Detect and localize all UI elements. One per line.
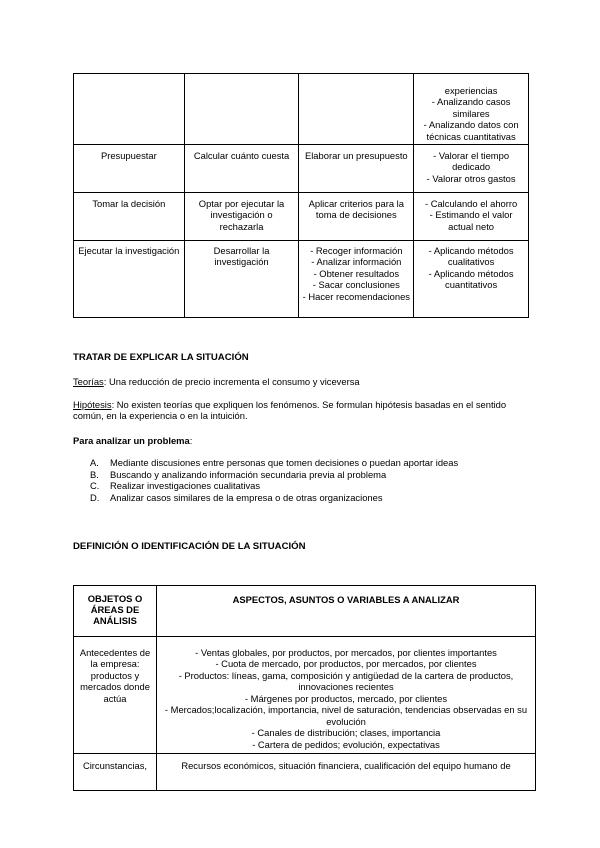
hipotesis-paragraph bbox=[73, 399, 529, 422]
analysis-areas-table bbox=[73, 585, 536, 791]
table-cell bbox=[74, 74, 185, 145]
table-row bbox=[74, 193, 529, 241]
cell-line: - Aplicando métodos cuantitativos bbox=[428, 267, 514, 291]
list-marker: C. bbox=[90, 480, 100, 491]
list-item bbox=[73, 492, 529, 504]
cell-line: - Aplicando métodos cualitativos bbox=[428, 245, 514, 268]
table-row bbox=[74, 145, 529, 193]
cell-line: experiencias bbox=[444, 84, 498, 96]
table-header-row bbox=[74, 586, 536, 637]
cell-line: - Productos: líneas, gama, composición y antigüedad de la cartera de productos, innovaciones recientes bbox=[178, 669, 514, 693]
list-text: Analizar casos similares de la empresa o de otras organizaciones bbox=[110, 491, 383, 503]
cell-line: - Ventas globales, por productos, por mercados, por clientes importantes bbox=[195, 647, 497, 658]
table-row bbox=[74, 754, 536, 791]
table-cell bbox=[414, 193, 529, 241]
cell-line: - Márgenes por productos, mercado, por clientes bbox=[244, 692, 448, 704]
section-heading: DEFINICIÓN O IDENTIFICACIÓN DE LA SITUACIÓN bbox=[73, 541, 306, 552]
hipotesis-label: Hipótesis bbox=[73, 399, 112, 410]
list-marker: A. bbox=[90, 457, 99, 468]
table-cell: Recursos económicos, situación financiera, cualificación del equipo humano de bbox=[157, 754, 536, 791]
list-marker: D. bbox=[90, 491, 100, 503]
table-cell bbox=[414, 74, 529, 145]
table-cell: Presupuestar bbox=[74, 145, 185, 193]
cell-line: - Mercados;localización, importancia, nivel de saturación, tendencias observadas en su evolución bbox=[164, 704, 528, 727]
list-item bbox=[73, 457, 529, 469]
cell-line: - Cuota de mercado, por productos, por mercados, por clientes bbox=[215, 658, 477, 670]
cell-line: - Cartera de pedidos; evolución, expectativas bbox=[252, 738, 440, 750]
teorias-label: Teorías bbox=[73, 376, 104, 387]
cell-line: - Calculando el ahorro bbox=[424, 198, 518, 209]
table-cell: Elaborar un presupuesto bbox=[299, 145, 414, 193]
analizar-label: Para analizar un problema bbox=[73, 435, 190, 446]
list-item bbox=[73, 480, 529, 492]
table-cell bbox=[299, 241, 414, 318]
table-cell bbox=[299, 74, 414, 145]
analizar-colon: : bbox=[189, 435, 193, 446]
table-cell bbox=[414, 145, 529, 193]
table-cell: Tomar la decisión bbox=[74, 193, 185, 241]
list-item bbox=[73, 469, 529, 481]
cell-line: - Analizando casos similares bbox=[431, 96, 511, 119]
table-cell: Optar por ejecutar la investigación o rechazarla bbox=[184, 193, 299, 241]
cell-line: - Canales de distribución; clases, importancia bbox=[251, 727, 441, 739]
hipotesis-text: : No existen teorías que expliquen los fenómenos. Se formulan hipótesis basadas en el sentido común, en la experiencia o en la intuición. bbox=[73, 399, 507, 422]
table-cell: Desarrollar la investigación bbox=[184, 241, 299, 318]
table-row bbox=[74, 241, 529, 318]
table-cell: Ejecutar la investigación bbox=[74, 241, 185, 318]
table-cell: Aplicar criterios para la toma de decisiones bbox=[299, 193, 414, 241]
list-text: Buscando y analizando información secundaria previa al problema bbox=[110, 468, 387, 480]
teorias-text: : Una reducción de precio incrementa el consumo y viceversa bbox=[103, 376, 360, 387]
cell-line: - Sacar conclusiones bbox=[312, 279, 400, 291]
table-cell: Calcular cuánto cuesta bbox=[184, 145, 299, 193]
teorias-paragraph bbox=[73, 376, 529, 387]
section-heading: TRATAR DE EXPLICAR LA SITUACIÓN bbox=[73, 352, 249, 363]
cell-line: - Analizar información bbox=[311, 256, 402, 268]
table-cell: Antecedentes de la empresa: productos y mercados donde actúa bbox=[74, 637, 157, 754]
analysis-list bbox=[73, 457, 529, 503]
table-cell: Circunstancias, bbox=[74, 754, 157, 791]
cell-line: - Analizando datos con técnicas cuantitativas bbox=[423, 119, 519, 142]
table-header-cell: OBJETOS O ÁREAS DE ANÁLISIS bbox=[74, 586, 157, 637]
cell-line: - Valorar el tiempo dedicado bbox=[433, 150, 510, 173]
cell-line: - Recoger información bbox=[310, 245, 403, 256]
analizar-paragraph bbox=[73, 435, 529, 446]
table-row bbox=[74, 637, 536, 754]
cell-line: - Hacer recomendaciones bbox=[302, 290, 410, 302]
cell-line: - Valorar otros gastos bbox=[426, 172, 516, 184]
table-cell bbox=[414, 241, 529, 318]
list-marker: B. bbox=[90, 468, 99, 480]
list-text: Realizar investigaciones cualitativas bbox=[110, 480, 261, 491]
cell-line: - Obtener resultados bbox=[313, 267, 400, 279]
list-text: Mediante discusiones entre personas que tomen decisiones o puedan aportar ideas bbox=[110, 457, 459, 468]
table-cell bbox=[157, 637, 536, 754]
table-row bbox=[74, 74, 529, 145]
research-process-table bbox=[73, 73, 529, 318]
table-cell bbox=[184, 74, 299, 145]
table-header-cell: ASPECTOS, ASUNTOS O VARIABLES A ANALIZAR bbox=[157, 586, 536, 637]
cell-line: - Estimando el valor actual neto bbox=[429, 209, 513, 232]
